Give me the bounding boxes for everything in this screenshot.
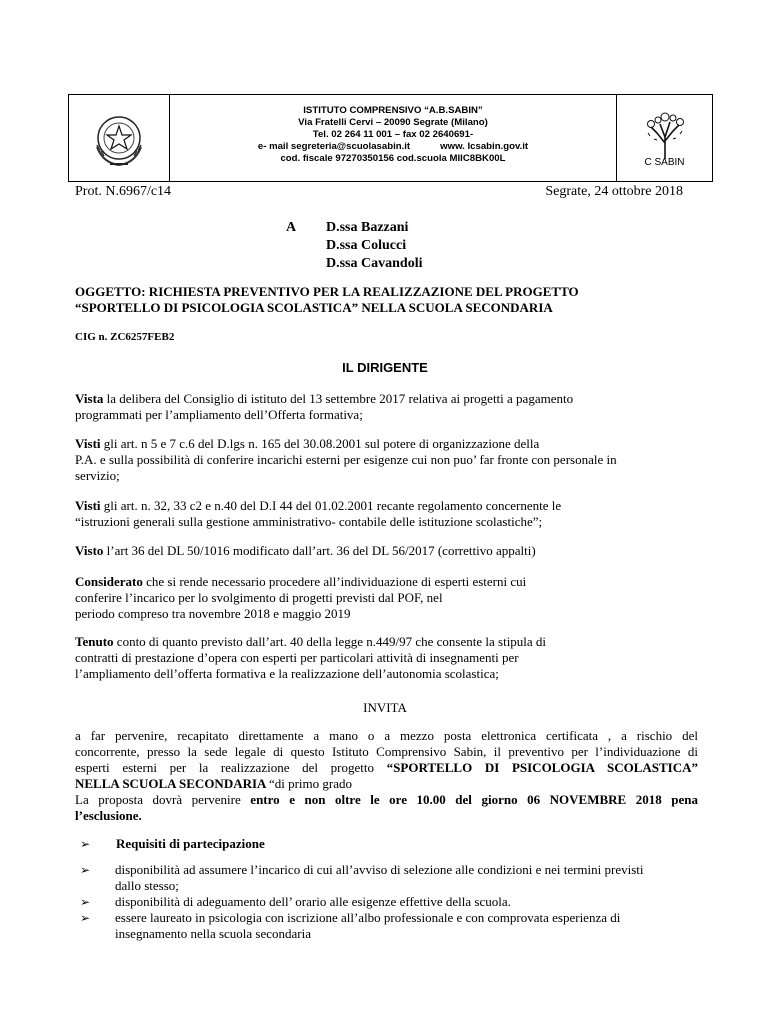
body-text: esperti esterni per la realizzazione del progetto <box>75 760 387 775</box>
arrow-bullet-icon: ➢ <box>80 863 91 877</box>
cig-code: CIG n. ZC6257FEB2 <box>75 331 175 343</box>
invita-heading: INVITA <box>363 700 407 715</box>
sabin-logo-cell <box>616 95 712 181</box>
arrow-bullet-icon: ➢ <box>80 911 91 925</box>
paragraph-visti-2 <box>75 498 561 530</box>
school-phone: Tel. 02 264 11 001 – fax 02 2640691- <box>312 129 474 140</box>
recipient-name: D.ssa Cavandoli <box>326 256 423 271</box>
requirements-list <box>80 836 700 942</box>
list-item <box>80 836 700 852</box>
school-level: NELLA SCUOLA SECONDARIA <box>75 776 269 791</box>
school-codes: cod. fiscale 97270350156 cod.scuola MIIC8BK00L <box>280 153 506 164</box>
requirement-text: disponibilità ad assumere l’incarico di cui all’avviso di selezione alle condizioni e nei termini previsti dallo stesso; <box>115 862 644 893</box>
paragraph-keyword: Considerato <box>75 574 143 589</box>
subject-line: “SPORTELLO DI PSICOLOGIA SCOLASTICA” NELLA SCUOLA SECONDARIA <box>75 300 553 315</box>
arrow-bullet-icon: ➢ <box>80 837 91 851</box>
recipient-name: D.ssa Colucci <box>326 238 407 253</box>
body-line: concorrente, presso la sede legale di questo Istituto Comprensivo Sabin, il preventivo per l’individuazione di <box>75 744 698 759</box>
body-line <box>75 776 698 792</box>
body-text: La proposta dovrà pervenire <box>75 792 251 807</box>
body-line <box>75 760 698 776</box>
paragraph-line: contratti di prestazione d’opera con esperti per particolari attività di insegnamenti per <box>75 650 519 665</box>
requirement-text: essere laureato in psicologia con iscrizione all’albo professionale e con comprovata esperienza di insegnamento nella scuola secondaria <box>115 910 621 941</box>
school-info <box>170 95 616 181</box>
paragraph-keyword: Tenuto <box>75 634 114 649</box>
requirement-text: disponibilità di adeguamento dell’ orario alle esigenze effettive della scuola. <box>115 894 511 909</box>
recipient-name: D.ssa Bazzani <box>326 220 409 235</box>
paragraph-considerato <box>75 574 526 622</box>
invitation-body <box>75 728 698 824</box>
paragraph-keyword: Visto <box>75 543 104 558</box>
paragraph-line: periodo compreso tra novembre 2018 e maggio 2019 <box>75 606 351 621</box>
body-line <box>75 792 698 808</box>
paragraph-line: “istruzioni generali sulla gestione amministrativo- contabile delle istituzione scolastiche”; <box>75 514 543 529</box>
body-text: “di primo grado <box>268 776 353 791</box>
paragraph-line: l’ampliamento dell’offerta formativa e la realizzazione dell’autonomia scolastica; <box>75 666 499 681</box>
protocol-number: Prot. N.6967/c14 <box>75 184 172 199</box>
arrow-bullet-icon: ➢ <box>80 895 91 909</box>
school-name: ISTITUTO COMPRENSIVO “A.B.SABIN” <box>303 105 483 116</box>
school-address: Via Fratelli Cervi – 20090 Segrate (Milano) <box>298 117 488 128</box>
body-line: a far pervenire, recapitato direttamente a mano o a mezzo posta elettronica certificata , a rischio del <box>75 728 698 743</box>
list-item <box>80 894 700 910</box>
logo-caption: C SABIN <box>644 156 685 168</box>
list-item <box>80 910 700 942</box>
paragraph-line: conferire l’incarico per lo svolgimento di progetti previsti dal POF, nel <box>75 590 443 605</box>
tree-logo-icon <box>642 109 688 161</box>
paragraph-line: gli art. n 5 e 7 c.6 del D.lgs n. 165 del 30.08.2001 sul potere di organizzazione della <box>100 436 540 451</box>
paragraph-visto <box>75 543 536 559</box>
requirements-title: Requisiti di partecipazione <box>116 836 265 851</box>
letterhead <box>68 94 713 182</box>
paragraph-line: la delibera del Consiglio di istituto del 13 settembre 2017 relativa ai progetti a pagamento <box>103 391 574 406</box>
emblem-cell <box>69 95 170 181</box>
paragraph-tenuto <box>75 634 546 682</box>
paragraph-line: conto di quanto previsto dall’art. 40 della legge n.449/97 che consente la stipula di <box>113 634 547 649</box>
subject <box>75 284 579 316</box>
italian-republic-emblem-icon <box>88 107 150 169</box>
body-line: l’esclusione. <box>75 808 142 823</box>
paragraph-line: P.A. e sulla possibilità di conferire incarichi esterni per esigenze cui non puo’ far fronte con personale in <box>75 452 617 467</box>
paragraph-vista <box>75 391 573 423</box>
recipient-prefix: A <box>286 220 297 235</box>
paragraph-keyword: Visti <box>75 498 101 513</box>
paragraph-keyword: Visti <box>75 436 101 451</box>
list-item <box>80 862 700 894</box>
paragraph-line: programmati per l’ampliamento dell’Offerta formativa; <box>75 407 363 422</box>
school-email[interactable]: e- mail segreteria@scuolasabin.it <box>257 141 411 152</box>
paragraph-line: l’art 36 del DL 50/1016 modificato dall’art. 36 del DL 56/2017 (correttivo appalti) <box>103 543 536 558</box>
subject-line: OGGETTO: RICHIESTA PREVENTIVO PER LA REALIZZAZIONE DEL PROGETTO <box>75 284 579 299</box>
project-title: “SPORTELLO DI PSICOLOGIA SCOLASTICA” <box>386 760 698 775</box>
paragraph-keyword: Vista <box>75 391 104 406</box>
deadline: entro e non oltre le ore 10.00 del giorno 06 NOVEMBRE 2018 pena <box>250 792 698 807</box>
paragraph-visti-1 <box>75 436 617 484</box>
recipients <box>286 219 422 273</box>
school-contacts <box>170 141 616 153</box>
paragraph-line: che si rende necessario procedere all’individuazione di esperti esterni cui <box>142 574 527 589</box>
school-website[interactable]: www. Icsabin.gov.it <box>440 141 529 152</box>
page-title: IL DIRIGENTE <box>342 360 428 375</box>
paragraph-line: servizio; <box>75 468 120 483</box>
paragraph-line: gli art. n. 32, 33 c2 e n.40 del D.I 44 del 01.02.2001 recante regolamento concernente le <box>100 498 562 513</box>
place-date: Segrate, 24 ottobre 2018 <box>545 184 683 199</box>
